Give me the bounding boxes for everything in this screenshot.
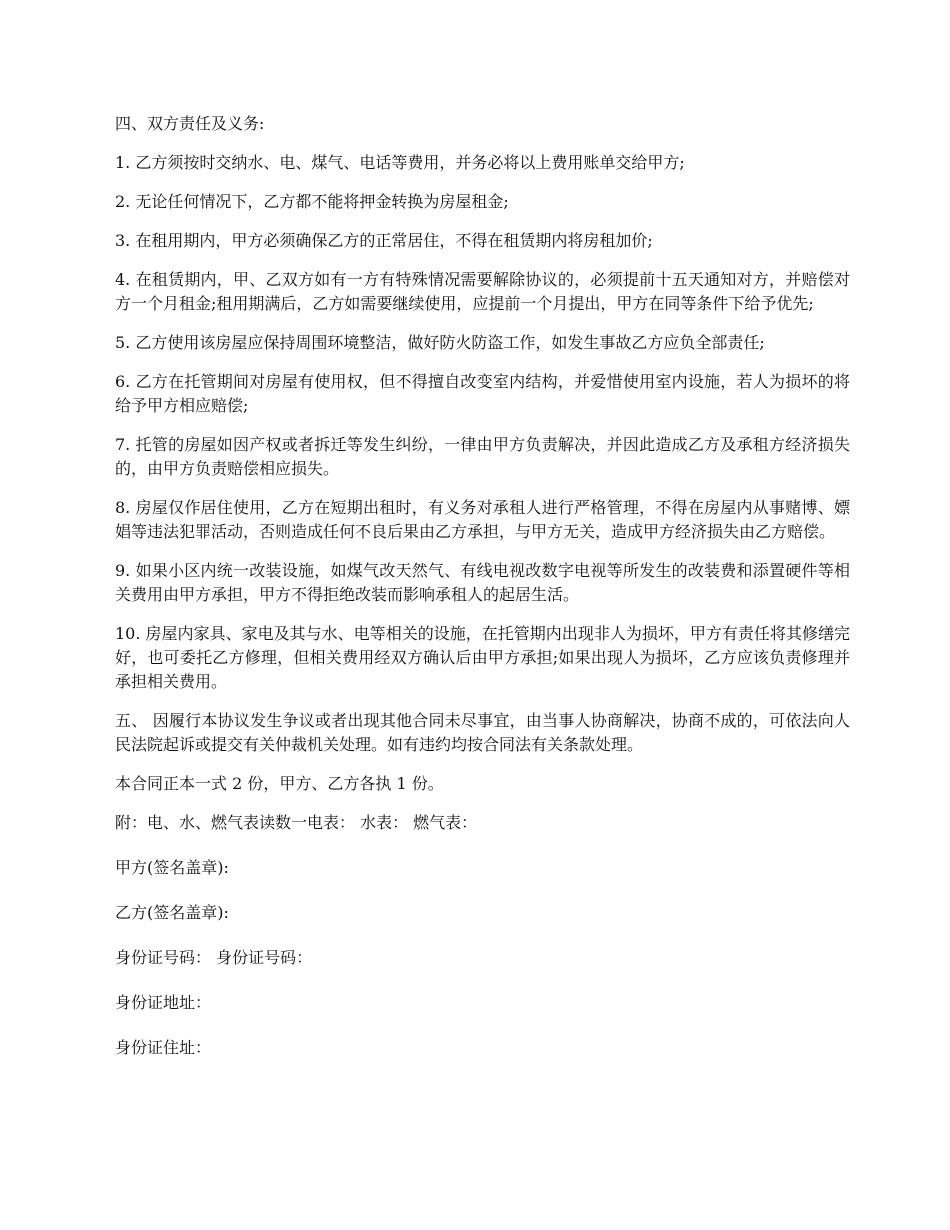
clause-7: 7. 托管的房屋如因产权或者拆迁等发生纠纷，一律由甲方负责解决，并因此造成乙方及承租方经济损失的，由甲方负责赔偿相应损失。: [115, 435, 850, 478]
section-four-heading: 四、双方责任及义务:: [115, 114, 265, 133]
clause-10: 10. 房屋内家具、家电及其与水、电等相关的设施，在托管期内出现非人为损坏，甲方有责任将其修缮完好，也可委托乙方修理，但相关费用经双方确认后由甲方承担;如果出现人为损坏，乙方应该负责修理并承担相关费用。: [115, 624, 850, 691]
id-address-line: 身份证地址：: [115, 993, 212, 1012]
party-a-signature-line: 甲方(签名盖章):: [115, 858, 229, 877]
id-residence-line: 身份证住址：: [115, 1038, 212, 1057]
contract-body: [115, 112, 850, 1081]
clause-2: 2. 无论任何情况下，乙方都不能将押金转换为房屋租金;: [115, 192, 509, 211]
id-number-line: 身份证号码： 身份证号码：: [115, 948, 313, 967]
clause-8: 8. 房屋仅作居住使用，乙方在短期出租时，有义务对承租人进行严格管理，不得在房屋内从事赌博、嫖娼等违法犯罪活动，否则造成任何不良后果由乙方承担，与甲方无关，造成甲方经济损失由乙方赔偿。: [115, 498, 850, 541]
party-b-signature-line: 乙方(签名盖章):: [115, 903, 229, 922]
clause-5: 5. 乙方使用该房屋应保持周围环境整洁，做好防火防盗工作，如发生事故乙方应负全部责任;: [115, 333, 765, 352]
clause-1: 1. 乙方须按时交纳水、电、煤气、电话等费用，并务必将以上费用账单交给甲方;: [115, 153, 685, 172]
clause-4: 4. 在租赁期内，甲、乙双方如有一方有特殊情况需要解除协议的，必须提前十五天通知对方，并赔偿对方一个月租金;租用期满后，乙方如需要继续使用，应提前一个月提出，甲方在同等条件下给予优先;: [115, 270, 850, 313]
clause-9: 9. 如果小区内统一改装设施，如煤气改天然气、有线电视改数字电视等所发生的改装费和添置硬件等相关费用由甲方承担，甲方不得拒绝改装而影响承租人的起居生活。: [115, 561, 850, 604]
meter-reading-line: 附：电、水、燃气表读数一电表： 水表： 燃气表：: [115, 813, 478, 832]
clause-6: 6. 乙方在托管期间对房屋有使用权，但不得擅自改变室内结构，并爱惜使用室内设施，若人为损坏的将给予甲方相应赔偿;: [115, 372, 850, 415]
clause-3: 3. 在租用期内，甲方必须确保乙方的正常居住，不得在租赁期内将房租加价;: [115, 231, 653, 250]
copies-statement: 本合同正本一式 2 份，甲方、乙方各执 1 份。: [115, 774, 444, 793]
section-five: 五、 因履行本协议发生争议或者出现其他合同未尽事宜，由当事人协商解决，协商不成的，可依法向人民法院起诉或提交有关仲裁机关处理。如有违约均按合同法有关条款处理。: [115, 711, 850, 754]
